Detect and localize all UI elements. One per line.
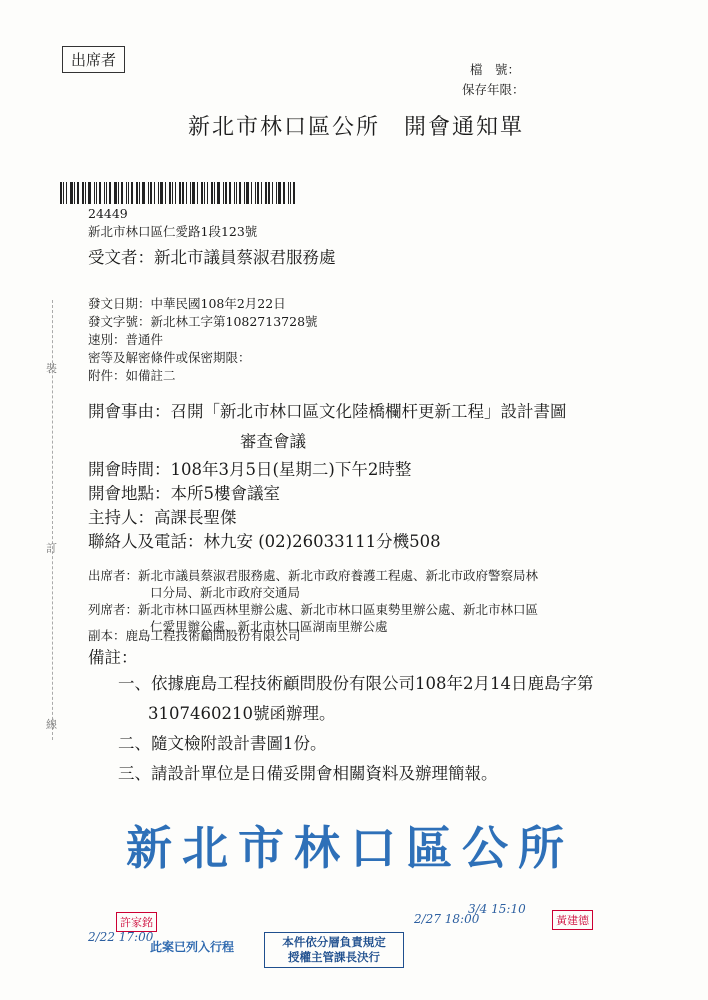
barcode-bar xyxy=(261,182,262,204)
barcode-bar xyxy=(283,182,285,204)
attendees-cont: 口分局、新北市政府交通局 xyxy=(150,585,301,600)
barcode-bar xyxy=(66,182,67,204)
personal-seal-left: 許家銘 xyxy=(116,912,157,932)
barcode-bar xyxy=(225,182,227,204)
handwritten-timestamp-right: 3/4 15:10 xyxy=(468,902,526,916)
document-title: 新北市林口區公所 開會通知單 xyxy=(188,115,525,140)
carbon-copy: 副本：鹿島工程技術顧問股份有限公司 xyxy=(88,628,301,643)
meeting-subject-cont: 審查會議 xyxy=(240,432,306,451)
barcode-bar xyxy=(128,182,129,204)
delegation-note-line1: 本件依分層負責規定 xyxy=(282,935,386,949)
barcode-bar xyxy=(158,182,159,204)
barcode-bar xyxy=(234,182,235,204)
notes-label: 備註： xyxy=(88,648,138,667)
barcode-bar xyxy=(246,182,249,204)
barcode-bar xyxy=(77,182,79,204)
barcode xyxy=(60,182,300,204)
delegation-note xyxy=(264,932,404,968)
barcode-bar xyxy=(169,182,171,204)
issue-date: 發文日期：中華民國108年2月22日 xyxy=(88,296,286,311)
barcode-bar xyxy=(251,182,252,204)
barcode-bar xyxy=(257,182,259,204)
meeting-contact: 聯絡人及電話：林九安 (02)26033111分機508 xyxy=(88,532,441,551)
barcode-bar xyxy=(255,182,256,204)
confidentiality: 密等及解密條件或保密期限： xyxy=(88,350,251,365)
barcode-bar xyxy=(265,182,267,204)
margin-mark-bind: 裝 xyxy=(46,362,57,375)
meeting-time: 開會時間：108年3月5日(星期二)下午2時整 xyxy=(88,460,412,479)
barcode-bar xyxy=(139,182,140,204)
barcode-bar xyxy=(142,182,145,204)
barcode-bar xyxy=(85,182,86,204)
barcode-bar xyxy=(99,182,101,204)
handwritten-timestamp-left: 2/22 17:00 xyxy=(88,930,154,944)
barcode-bar xyxy=(150,182,152,204)
barcode-bar xyxy=(131,182,133,204)
barcode-bar xyxy=(179,182,181,204)
barcode-bar xyxy=(106,182,107,204)
barcode-bar xyxy=(211,182,213,204)
observers: 列席者：新北市林口區西林里辦公處、新北市林口區東勢里辦公處、新北市林口區 xyxy=(88,602,539,617)
barcode-bar xyxy=(290,182,291,204)
barcode-bar xyxy=(74,182,75,204)
retention-label: 保存年限： xyxy=(462,82,525,97)
barcode-bar xyxy=(272,182,273,204)
meeting-place: 開會地點：本所5樓會議室 xyxy=(88,484,280,503)
barcode-bar xyxy=(118,182,119,204)
barcode-bar xyxy=(126,182,127,204)
attendees: 出席者：新北市議員蔡淑君服務處、新北市政府養護工程處、新北市政府警察局林 xyxy=(88,568,539,583)
barcode-bar xyxy=(204,182,205,204)
barcode-bar xyxy=(94,182,95,204)
issue-number: 發文字號：新北林工字第1082713728號 xyxy=(88,314,318,329)
barcode-bar xyxy=(63,182,64,204)
meeting-host: 主持人：高課長聖傑 xyxy=(88,508,237,527)
barcode-bar xyxy=(96,182,97,204)
meeting-subject: 開會事由：召開「新北市林口區文化陸橋欄杆更新工程」設計書圖 xyxy=(88,402,567,421)
note-item-3: 三、請設計單位是日備妥開會相關資料及辦理簡報。 xyxy=(118,764,498,783)
barcode-bar xyxy=(182,182,184,204)
postal-code: 24449 xyxy=(88,206,128,221)
barcode-bar xyxy=(121,182,123,204)
note-item-2: 二、隨文檢附設計書圖1份。 xyxy=(118,734,327,753)
note-item-1: 一、依據鹿島工程技術顧問股份有限公司108年2月14日鹿島字第 xyxy=(118,674,594,693)
attendee-box: 出席者 xyxy=(62,46,125,73)
delegation-note-line2: 授權主管課長決行 xyxy=(288,950,380,964)
barcode-bar xyxy=(223,182,224,204)
handwritten-timestamp-mid: 2/27 18:00 xyxy=(414,912,480,926)
barcode-bar xyxy=(190,182,191,204)
barcode-bar xyxy=(229,182,231,204)
barcode-bar xyxy=(165,182,166,204)
schedule-note: 此案已列入行程 xyxy=(150,940,235,954)
personal-seal-right: 黃建德 xyxy=(552,910,593,930)
barcode-bar xyxy=(172,182,173,204)
barcode-bar xyxy=(88,182,91,204)
note-item-1-cont: 3107460210號函辦理。 xyxy=(148,704,336,723)
barcode-bar xyxy=(278,182,281,204)
barcode-bar xyxy=(197,182,198,204)
barcode-bar xyxy=(70,182,73,204)
barcode-bar xyxy=(154,182,155,204)
barcode-bar xyxy=(160,182,163,204)
barcode-bar xyxy=(186,182,187,204)
observers-cont: 仁愛里辦公處、新北市林口區湖南里辦公處 xyxy=(150,619,388,634)
file-number-label: 檔 號： xyxy=(470,62,521,77)
barcode-bar xyxy=(268,182,270,204)
barcode-bar xyxy=(60,182,62,204)
margin-mark-staple: 訂 xyxy=(46,542,57,555)
barcode-bar xyxy=(148,182,149,204)
barcode-bar xyxy=(293,182,295,204)
office-stamp: 新北市林口區公所 xyxy=(126,821,574,875)
speed-category: 速別：普通件 xyxy=(88,332,164,347)
barcode-bar xyxy=(201,182,203,204)
barcode-bar xyxy=(207,182,208,204)
barcode-bar xyxy=(104,182,105,204)
barcode-bar xyxy=(276,182,277,204)
barcode-bar xyxy=(236,182,237,204)
recipient: 受文者：新北市議員蔡淑君服務處 xyxy=(88,248,336,267)
barcode-bar xyxy=(175,182,176,204)
barcode-bar xyxy=(239,182,241,204)
margin-mark-line: 線 xyxy=(46,718,57,731)
barcode-bar xyxy=(136,182,138,204)
barcode-bar xyxy=(214,182,215,204)
barcode-bar xyxy=(217,182,220,204)
barcode-bar xyxy=(82,182,84,204)
barcode-bar xyxy=(109,182,111,204)
barcode-bar xyxy=(192,182,195,204)
barcode-bar xyxy=(288,182,289,204)
barcode-bar xyxy=(244,182,245,204)
barcode-bar xyxy=(114,182,117,204)
sender-address: 新北市林口區仁愛路1段123號 xyxy=(88,224,258,239)
attachment: 附件：如備註二 xyxy=(88,368,176,383)
